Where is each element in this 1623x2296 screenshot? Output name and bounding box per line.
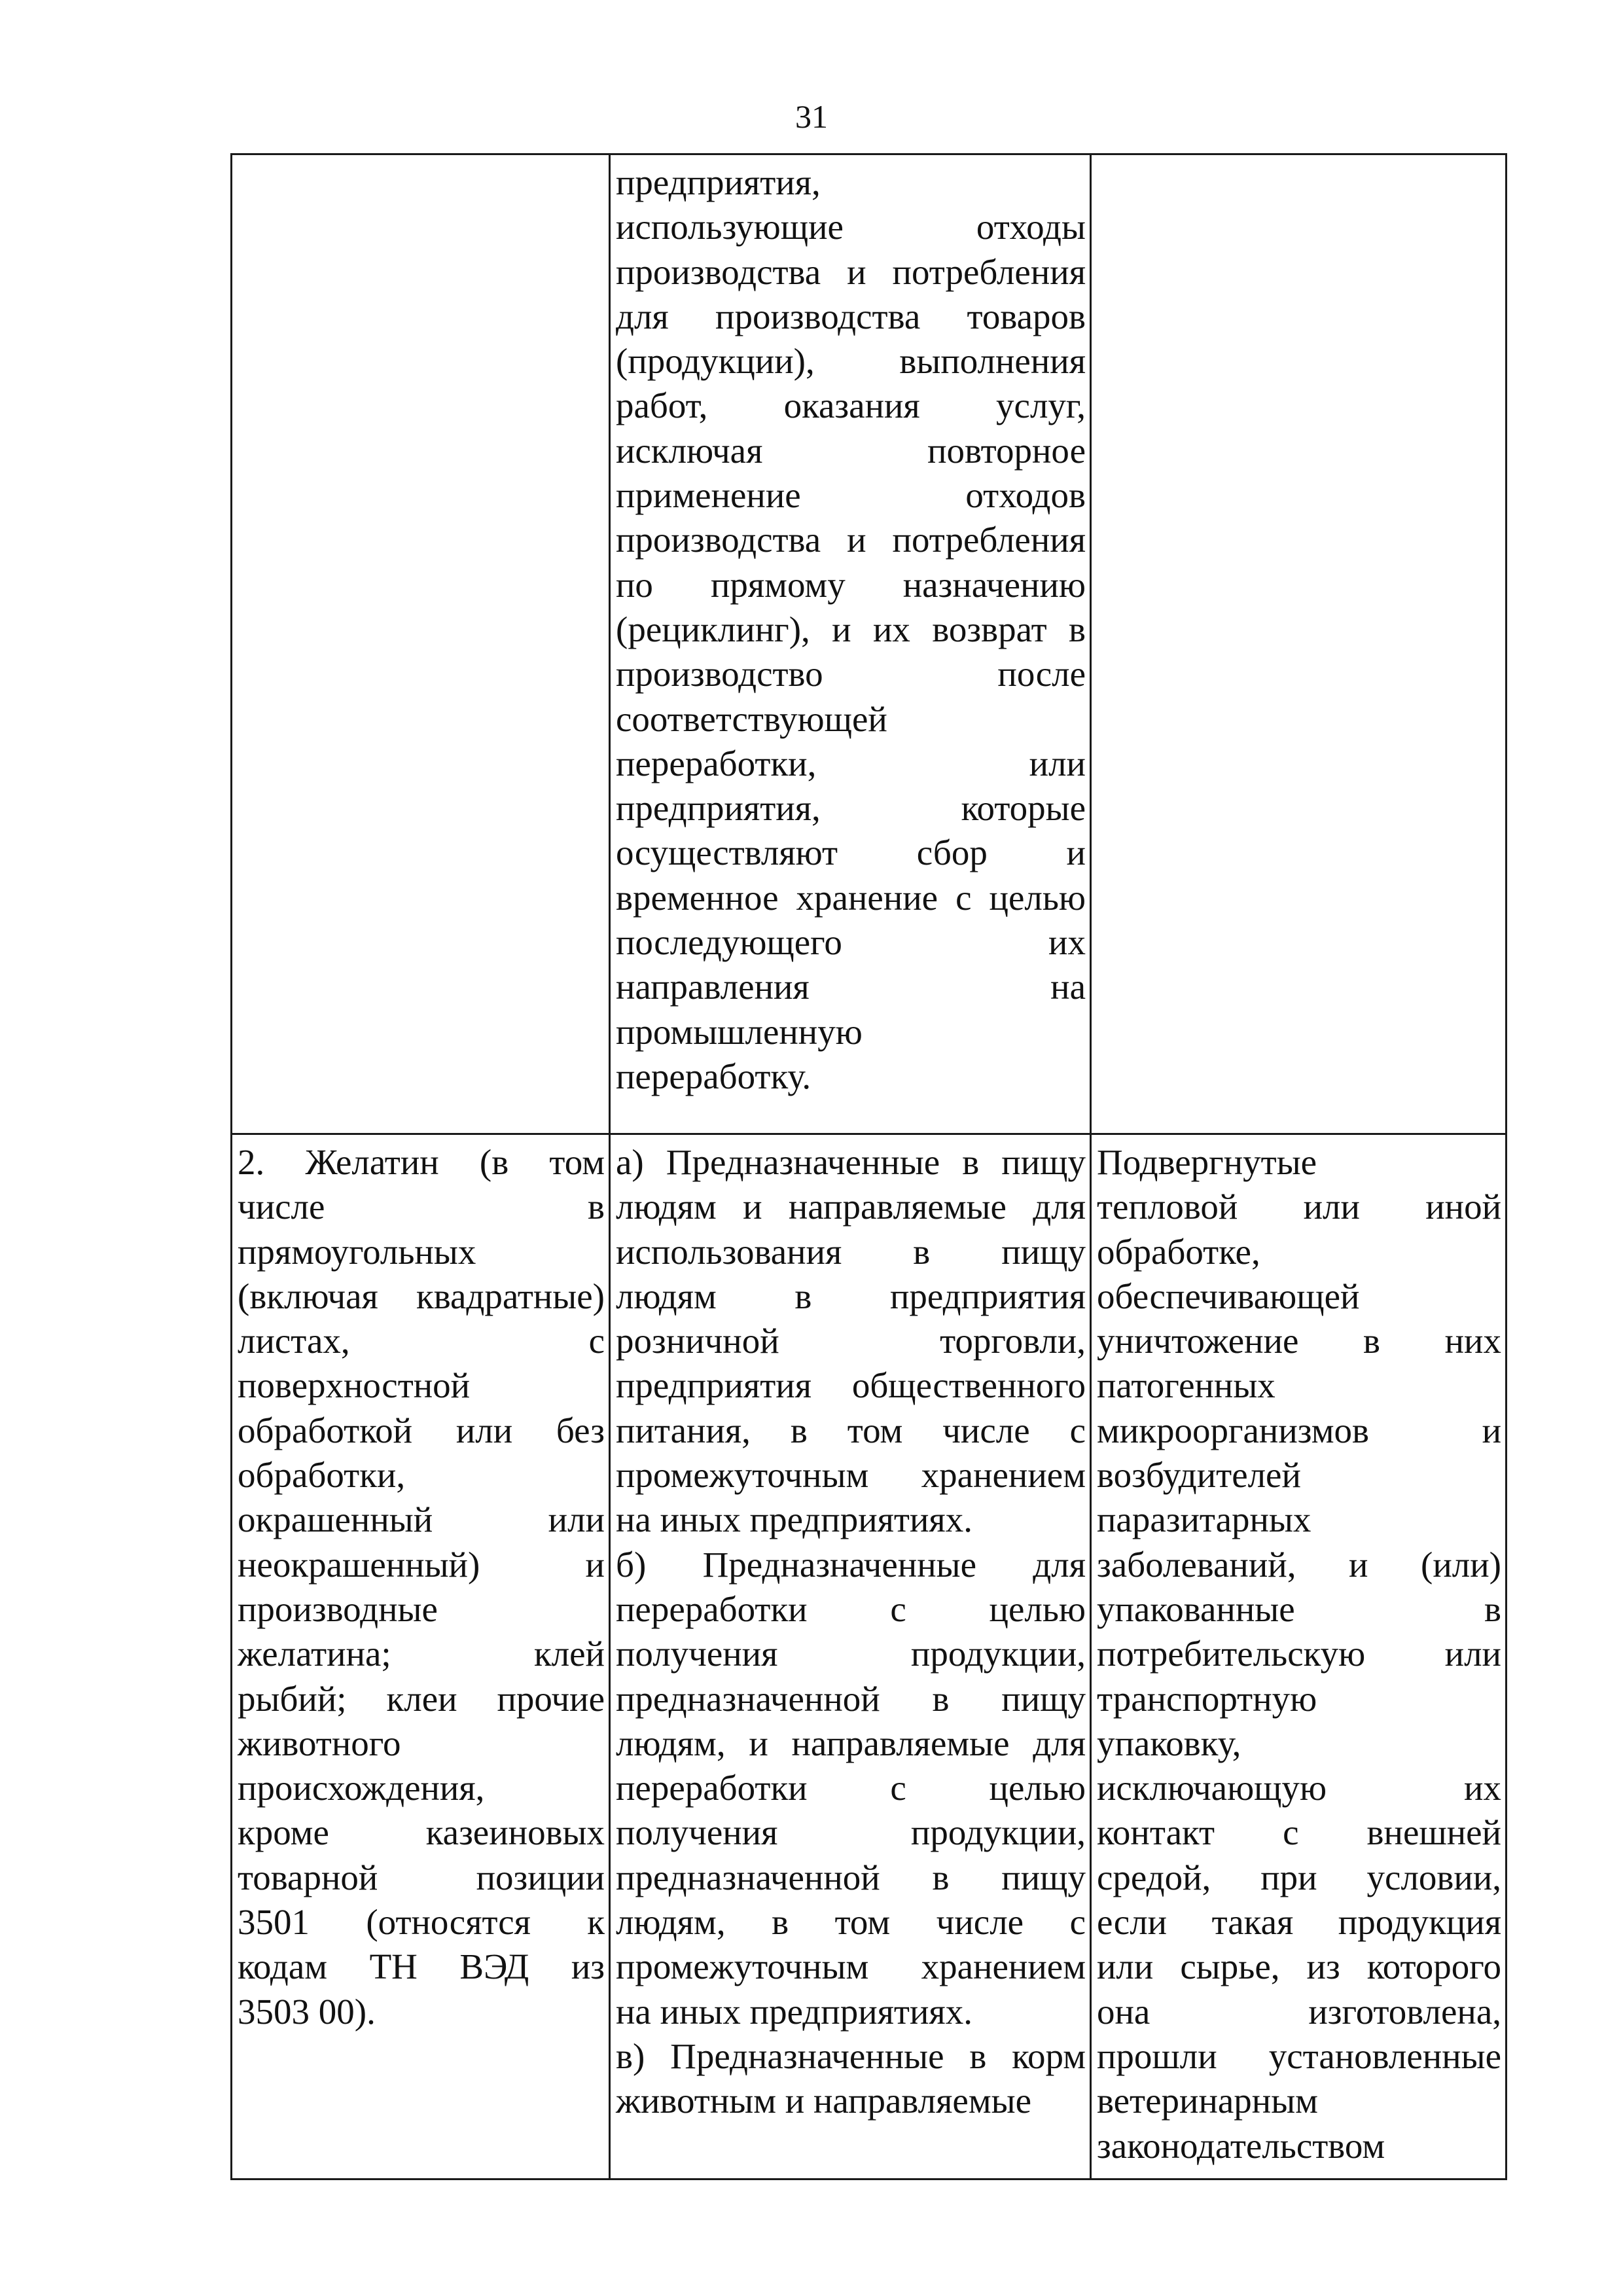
cell-text-line: 3501 (относятся к [238, 1902, 605, 1943]
cell-text-line: прямоугольных [238, 1231, 476, 1272]
cell-text-line: законодательством [1097, 2125, 1385, 2166]
table-row [232, 1134, 1507, 2179]
cell-text-line: розничной торговли, [616, 1321, 1086, 1361]
cell-text-line: людям в предприятия [616, 1276, 1086, 1316]
cell-text-line: неокрашенный) и [238, 1544, 605, 1585]
cell-text-line: людям, в том числе с [616, 1902, 1086, 1943]
cell-text-line: обработкой или без [238, 1410, 605, 1450]
cell-text-line: листах, с [238, 1321, 605, 1361]
cell-text-line: кодам ТН ВЭД из [238, 1946, 605, 1987]
cell-text-line: числе в [238, 1187, 605, 1227]
cell-text-line: получения продукции, [616, 1634, 1086, 1674]
cell-text-line: 3503 00). [238, 1991, 376, 2032]
cell-text-line: или сырье, из которого [1097, 1946, 1501, 1987]
row1-col1-cell [232, 154, 610, 1134]
cell-text-line: предприятия, которые [616, 788, 1086, 829]
cell-text-line: микроорганизмов и [1097, 1410, 1501, 1450]
cell-text-line: происхождения, [238, 1768, 485, 1808]
cell-text-line: переработки с целью [616, 1588, 1086, 1629]
row2-col2-cell [610, 1134, 1091, 2179]
table-row [232, 154, 1507, 1134]
cell-text-line: заболеваний, и (или) [1097, 1544, 1501, 1585]
row1-col2-cell [610, 154, 1091, 1134]
cell-text-line: возбудителей [1097, 1455, 1301, 1496]
cell-text-line: на иных предприятиях. [616, 1991, 972, 2032]
cell-text-line: упаковку, [1097, 1723, 1241, 1763]
cell-text-line: людям, и направляемые для [616, 1723, 1086, 1763]
cell-text-line: получения продукции, [616, 1812, 1086, 1853]
cell-text-line: производные [238, 1588, 438, 1629]
cell-text-line: ветеринарным [1097, 2081, 1318, 2121]
cell-text-line: 2. Желатин (в том [238, 1142, 605, 1182]
cell-text-line: транспортную [1097, 1678, 1317, 1719]
cell-text-line: животного [238, 1723, 401, 1763]
cell-text-line: направления на [616, 967, 1086, 1007]
cell-text-line: для производства товаров [616, 296, 1086, 336]
cell-text-line: товарной позиции [238, 1857, 605, 1897]
cell-text-line: рыбий; клеи прочие [238, 1678, 605, 1719]
cell-text-line: Подвергнутые [1097, 1142, 1317, 1182]
cell-text-line: а) Предназначенные в пищу [616, 1142, 1086, 1182]
cell-text-line: тепловой или иной [1097, 1187, 1501, 1227]
cell-text-line: осуществляют сбор и [616, 833, 1086, 873]
cell-text-line: предназначенной в пищу [616, 1857, 1086, 1897]
cell-text-line: временное хранение с целью [616, 877, 1086, 918]
cell-text-line: упакованные в [1097, 1588, 1501, 1629]
cell-text-line: кроме казеиновых [238, 1812, 605, 1853]
cell-text-line: обработки, [238, 1455, 406, 1496]
document-table [230, 153, 1507, 2180]
cell-text-line: исключающую их [1097, 1768, 1501, 1808]
cell-text-line: патогенных [1097, 1365, 1275, 1406]
cell-text-line: предприятия, [616, 162, 821, 202]
cell-text-line: прошли установленные [1097, 2036, 1501, 2076]
row2-col3-cell [1091, 1134, 1507, 2179]
cell-text-line: предприятия общественного [616, 1365, 1086, 1406]
cell-text-line: переработки, или [616, 743, 1086, 783]
cell-text-line: обеспечивающей [1097, 1276, 1360, 1316]
cell-text-line: производство после [616, 654, 1086, 694]
cell-text-line: потребительскую или [1097, 1634, 1501, 1674]
cell-text-line: промежуточным хранением [616, 1946, 1086, 1987]
cell-text-line: если такая продукция [1097, 1902, 1501, 1943]
cell-text-line: использования в пищу [616, 1231, 1086, 1272]
cell-text-line: производства и потребления [616, 251, 1086, 292]
cell-text-line: на иных предприятиях. [616, 1499, 972, 1540]
cell-text-line: б) Предназначенные для [616, 1544, 1086, 1585]
cell-text-line: обработке, [1097, 1231, 1260, 1272]
cell-text-line: предназначенной в пищу [616, 1678, 1086, 1719]
cell-text-line: (включая квадратные) [238, 1276, 605, 1316]
cell-text-line: питания, в том числе с [616, 1410, 1086, 1450]
cell-text-line: животным и направляемые [616, 2081, 1031, 2121]
cell-text-line: применение отходов [616, 475, 1086, 516]
cell-text-line: по прямому назначению [616, 564, 1086, 605]
cell-text-line: уничтожение в них [1097, 1321, 1501, 1361]
cell-text-line: промежуточным хранением [616, 1455, 1086, 1496]
cell-text-line: она изготовлена, [1097, 1991, 1501, 2032]
cell-text-line: работ, оказания услуг, [616, 386, 1086, 426]
row1-col3-cell [1091, 154, 1507, 1134]
cell-text-line: переработки с целью [616, 1768, 1086, 1808]
row2-col1-cell [232, 1134, 610, 2179]
cell-text-line: последующего их [616, 922, 1086, 963]
cell-text-line: переработку. [616, 1056, 812, 1096]
cell-text-line: людям и направляемые для [616, 1187, 1086, 1227]
cell-text-line: соответствующей [616, 698, 887, 739]
cell-text-line: (продукции), выполнения [616, 341, 1086, 382]
cell-text-line: исключая повторное [616, 430, 1086, 471]
page-number: 31 [795, 98, 828, 135]
cell-text-line: использующие отходы [616, 207, 1086, 247]
cell-text-line: в) Предназначенные в корм [616, 2036, 1086, 2076]
cell-text-line: промышленную [616, 1011, 863, 1052]
cell-text-line: контакт с внешней [1097, 1812, 1501, 1853]
cell-text-line: окрашенный или [238, 1499, 605, 1540]
cell-text-line: паразитарных [1097, 1499, 1311, 1540]
cell-text-line: средой, при условии, [1097, 1857, 1501, 1897]
cell-text-line: поверхностной [238, 1365, 471, 1406]
cell-text-line: производства и потребления [616, 520, 1086, 560]
cell-text-line: желатина; клей [238, 1634, 605, 1674]
cell-text-line: (рециклинг), и их возврат в [616, 609, 1086, 649]
